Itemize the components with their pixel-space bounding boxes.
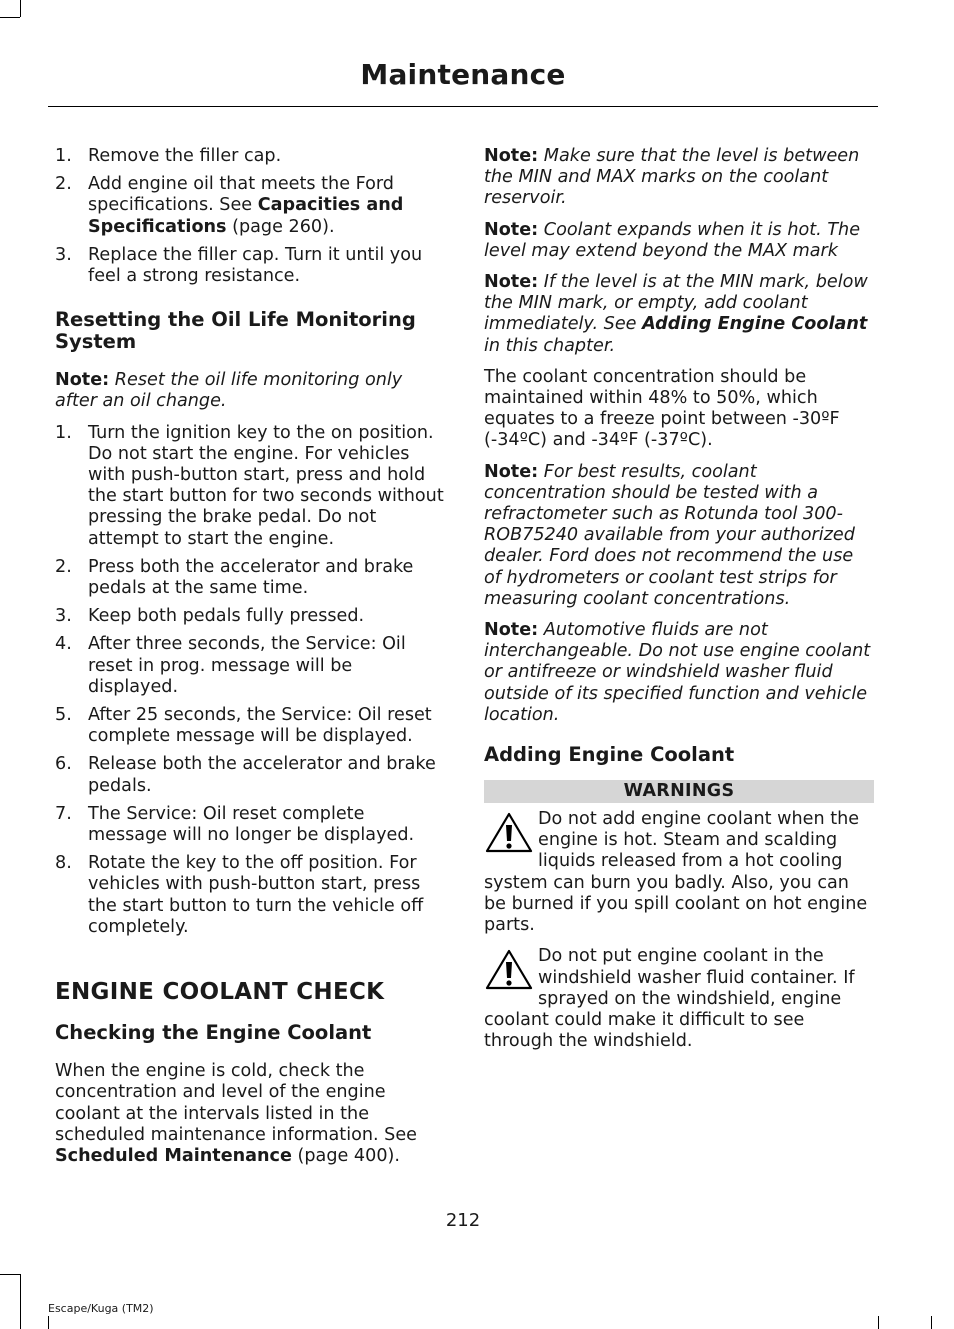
list-item [55,557,445,599]
step-text: Remove the filler cap. [88,146,282,166]
warnings-heading: WARNINGS [484,780,874,803]
list-item [55,804,445,846]
note [55,370,445,412]
subsection-heading: Resetting the Oil Life Monitoring System [55,308,416,354]
list-item [55,754,445,796]
list-item [55,174,445,238]
list-item [55,606,445,627]
step-number: 6. [55,754,72,775]
filler-cap-steps [55,146,445,287]
step-number: 3. [55,606,72,627]
page-reference: (page 260). [226,216,335,237]
crop-mark [0,17,20,18]
footer-model: Escape/Kuga (TM2) [48,1302,154,1315]
paragraph-text: When the engine is cold, check the concentration and level of the engine coolant at the intervals listed in the scheduled maintenance information. See [55,1061,418,1145]
note-label: Note: [484,219,539,240]
subsection-heading: Adding Engine Coolant [484,743,735,767]
section-heading: ENGINE COOLANT CHECK [55,979,385,1006]
note-text: Reset the oil life monitoring only after an oil change. [55,370,403,412]
note [484,462,874,610]
reset-steps [55,423,445,938]
warning-triangle-icon [484,811,534,855]
left-column [55,146,445,1177]
paragraph [55,1061,445,1167]
list-item [55,705,445,747]
crop-mark [20,0,21,17]
crop-mark [931,1316,932,1329]
page-title: Maintenance [360,58,566,91]
step-number: 4. [55,634,72,655]
list-item [55,423,445,550]
list-item [55,853,445,938]
note-label: Note: [484,272,539,293]
note-label: Note: [484,620,539,641]
step-text: Rotate the key to the off position. For vehicles with push-button start, press the start button to turn the vehicle off completely. [88,853,424,937]
crop-mark [48,1316,49,1329]
step-text: Press both the accelerator and brake pedals at the same time. [88,556,414,599]
note [484,146,874,210]
step-number: 1. [55,146,72,166]
step-text: After three seconds, the Service: Oil reset in prog. message will be displayed. [88,634,406,697]
warning-block [484,946,874,1052]
paragraph: The coolant concentration should be maintained within 48% to 50%, which equates to a freeze point between -30ºF (-34ºC) and -34ºF (-37ºC). [484,366,840,451]
note-label: Note: [55,370,110,391]
warning-text: Do not add engine coolant when the engine is hot. Steam and scalding liquids released from a hot cooling system can burn you badly. Also, you can be burned if you spill coolant on hot engine parts. [484,809,868,936]
step-text: Replace the filler cap. Turn it until you feel a strong resistance. [88,244,423,287]
list-item [55,146,445,167]
step-text: Add engine oil that meets the Ford specifications. See [88,174,394,216]
note [484,620,874,726]
step-number: 3. [55,244,72,265]
step-text: Keep both pedals fully pressed. [88,606,365,627]
step-number: 7. [55,803,72,824]
step-number: 2. [55,556,72,577]
note-text: Make sure that the level is between the MIN and MAX marks on the coolant reservoir. [484,146,860,209]
crop-mark [878,1316,879,1329]
step-number: 5. [55,705,72,726]
note-label: Note: [484,461,539,482]
page-number: 212 [445,1210,481,1231]
crop-mark [0,1274,20,1275]
step-text: Release both the accelerator and brake pedals. [88,754,436,796]
note-text: Coolant expands when it is hot. The level may extend beyond the MAX mark [484,219,861,261]
page-reference: (page 400). [291,1145,400,1166]
title-divider [48,106,878,107]
note-label: Note: [484,146,539,166]
note-text: Automotive fluids are not interchangeable. Do not use engine coolant or antifreeze or windshield washer fluid outside of its specified function and vehicle location. [484,620,871,725]
step-text: The Service: Oil reset complete message will no longer be displayed. [88,803,415,846]
step-text: Turn the ignition key to the on position. Do not start the engine. For vehicles with push-button start, press and hold the start button for two seconds without pressing the brake pedal. Do not attempt to start the engine. [88,422,444,549]
cross-reference-link[interactable]: Scheduled Maintenance [55,1145,292,1166]
list-item [55,634,445,698]
warning-triangle-icon [484,948,534,992]
step-number: 1. [55,422,72,443]
note [484,220,874,262]
right-column [484,146,874,1062]
cross-reference-link[interactable]: Capacities and Specifications [88,195,404,237]
note [484,272,874,357]
note-text: If the level is at the MIN mark, below the MIN mark, or empty, add coolant immediately. See [484,272,868,335]
list-item [55,245,445,287]
note-text: in this chapter. [484,335,616,356]
subsection-heading: Checking the Engine Coolant [55,1021,372,1045]
step-number: 2. [55,174,72,195]
step-number: 8. [55,853,72,874]
crop-mark [20,1274,21,1329]
step-text: After 25 seconds, the Service: Oil reset complete message will be displayed. [88,705,432,747]
warning-block [484,809,874,936]
cross-reference-link[interactable]: Adding Engine Coolant [642,314,868,335]
note-text: For best results, coolant concentration should be tested with a refractometer such as Rotunda tool 300-ROB75240 available from your authorized dealer. Ford does not recommend the use of hydrometers or coolant test strips for measuring coolant concentrations. [484,461,855,609]
warning-text: Do not put engine coolant in the windshield washer fluid container. If sprayed on the windshield, engine coolant could make it difficult to see through the windshield. [484,946,855,1052]
